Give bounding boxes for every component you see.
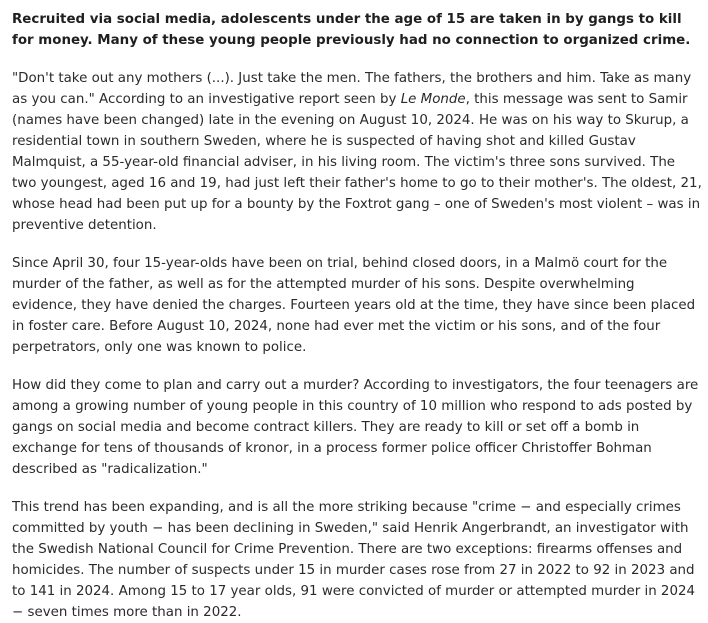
paragraph-1 (12, 68, 702, 236)
publication-name: Le Monde (400, 92, 466, 107)
paragraph-4: This trend has been expanding, and is all the more striking because "crime − and especially crimes committed by youth − has been declining in Sweden," said Henrik Angerbrandt, an investigator with the Swedish National Council for Crime Prevention. There are two exceptions: firearms offenses and homicides. The number of suspects under 15 in murder cases rose from 27 in 2022 to 92 in 2023 and to 141 in 2024. Among 15 to 17 year olds, 91 were convicted of murder or attempted murder in 2024 − seven times more than in 2022. (12, 500, 696, 620)
paragraph-1-text-end: , this message was sent to Samir (names have been changed) late in the evening on August 10, 2024. He was on his way to Skurup, a residential town in southern Sweden, where he is suspected of having shot and killed Gustav Malmquist, a 55-year-old financial adviser, in his living room. The victim's three sons survived. The two youngest, aged 16 and 19, had just left their father's home to go to their mother's. The oldest, 21, whose head had been put up for a bounty by the Foxtrot gang – one of Sweden's most violent – was in preventive detention. (12, 92, 702, 233)
article-lede: Recruited via social media, adolescents under the age of 15 are taken in by gangs to kill for money. Many of these young people previously had no connection to organized crime. (12, 12, 691, 48)
paragraph-1-text-start: "Don't take out any mothers (...). Just take the men. The fathers, the brothers and him. Take as many as you can." According to an investigative report seen by (12, 71, 692, 107)
paragraph-2: Since April 30, four 15-year-olds have been on trial, behind closed doors, in a Malmö court for the murder of the father, as well as for the attempted murder of his sons. Despite overwhelming evidence, they have denied the charges. Fourteen years old at the time, they have since been placed in foster care. Before August 10, 2024, none had ever met the victim or his sons, and of the four perpetrators, only one was known to police. (12, 256, 696, 355)
paragraph-3: How did they come to plan and carry out a murder? According to investigators, the four teenagers are among a growing number of young people in this country of 10 million who respond to ads posted by gangs on social media and become contract killers. They are ready to kill or set off a bomb in exchange for tens of thousands of kronor, in a process former police officer Christoffer Bohman described as "radicalization." (12, 378, 699, 477)
